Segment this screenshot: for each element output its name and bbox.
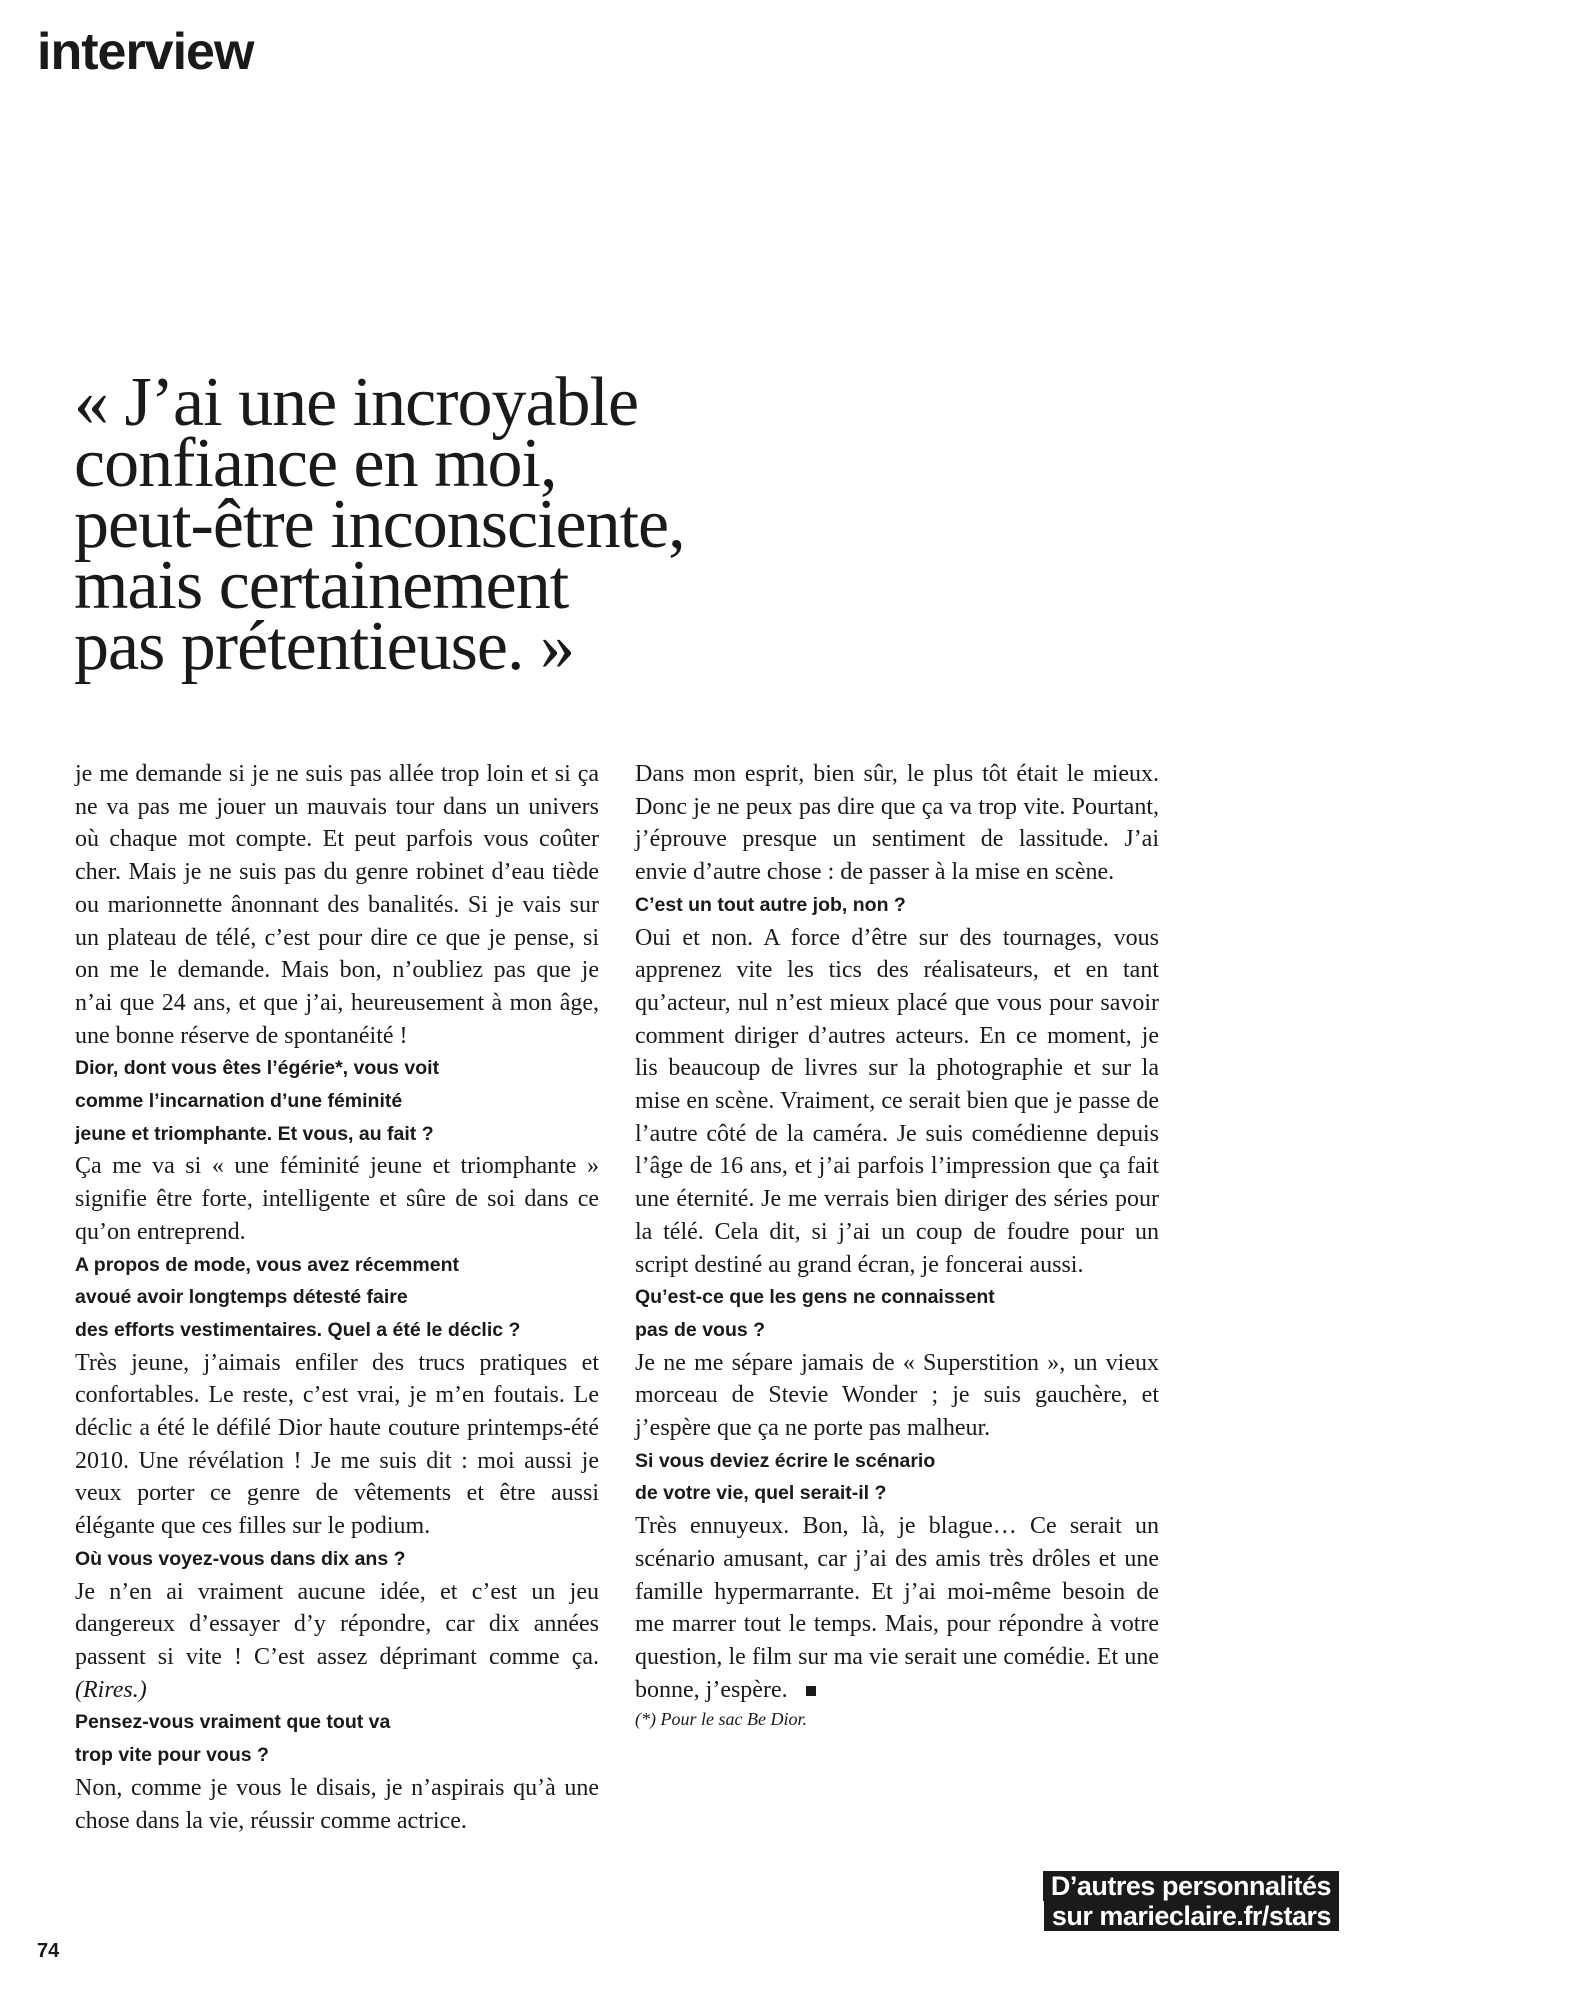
stage-aside: (Rires.) <box>75 1676 147 1703</box>
interview-question <box>635 1445 1159 1510</box>
question-line: pas de vous ? <box>635 1318 766 1341</box>
answer-paragraph <box>635 1510 1159 1706</box>
question-line: A propos de mode, vous avez récemment <box>75 1253 459 1276</box>
question-line: C’est un tout autre job, non ? <box>635 893 906 916</box>
pull-quote-line: confiance en moi, <box>74 425 557 502</box>
question-line: Pensez-vous vraiment que tout va <box>75 1711 391 1734</box>
answer-paragraph: Non, comme je vous le disais, je n’aspirais qu’à une chose dans la vie, réussir comme actrice. <box>75 1774 599 1834</box>
pull-quote-line: peut-être inconsciente, <box>74 486 685 563</box>
question-line: Si vous deviez écrire le scénario <box>635 1449 936 1472</box>
question-line: des efforts vestimentaires. Quel a été le déclic ? <box>75 1318 521 1341</box>
pull-quote-line: pas prétentieuse. » <box>74 608 574 685</box>
question-line: de votre vie, quel serait-il ? <box>635 1482 887 1505</box>
question-line: Où vous voyez-vous dans dix ans ? <box>75 1547 406 1570</box>
pull-quote-line: mais certainement <box>74 547 569 624</box>
interview-question <box>635 889 1159 922</box>
website-promo[interactable] <box>1043 1871 1339 1931</box>
answer-paragraph: Ça me va si « une féminité jeune et triomphante » signifie être forte, intelligente et sûre de soi dans ce qu’on entreprend. <box>75 1153 599 1245</box>
promo-line: D’autres personnalités <box>1043 1871 1339 1901</box>
question-line: comme l’incarnation d’une féminité <box>75 1090 403 1113</box>
answer-paragraph: Très jeune, j’aimais enfiler des trucs pratiques et confortables. Le reste, c’est vrai, je m’en foutais. Le déclic a été le défilé Dior haute couture printemps-été 2010. Une révélation ! Je me suis dit : moi aussi je veux porter ce genre de vêtements et être aussi élégante que ces filles sur le podium. <box>75 1349 599 1540</box>
answer-text: Je n’en ai vraiment aucune idée, et c’est un jeu dangereux d’essayer d’y répondre, car dix années passent si vite ! C’est assez déprimant comme ça. <box>75 1578 599 1670</box>
question-line: jeune et triomphante. Et vous, au fait ? <box>75 1122 434 1145</box>
answer-paragraph: Oui et non. A force d’être sur des tournages, vous apprenez vite les tics des réalisateurs, et en tant qu’acteur, nul n’est mieux placé que vous pour savoir comment diriger d’autres acteurs. En ce moment, je lis beaucoup de livres sur la photographie et sur la mise en scène. Vraiment, ce serait bien que je passe de l’autre côté de la caméra. Je suis comédienne depuis l’âge de 16 ans, et j’ai parfois l’impression que ça fait une éternité. Je me verrais bien diriger des séries pour la télé. Cela dit, si j’ai un coup de foudre pour un script destiné au grand écran, je foncerai aussi. <box>635 924 1159 1278</box>
answer-paragraph: Je ne me sépare jamais de « Superstition », un vieux morceau de Stevie Wonder ; je suis gauchère, et j’espère que ça ne porte pas malheur. <box>635 1349 1159 1442</box>
end-of-article-mark <box>806 1686 816 1696</box>
answer-paragraph: je me demande si je ne suis pas allée trop loin et si ça ne va pas me jouer un mauvais tour dans un univers où chaque mot compte. Et peut parfois vous coûter cher. Mais je ne suis pas du genre robinet d’eau tiède ou marionnette ânonnant des banalités. Si je vais sur un plateau de télé, c’est pour dire ce que je pense, si on me le demande. Mais bon, n’oubliez pas que je n’ai que 24 ans, et que j’ai, heureusement à mon âge, une bonne réserve de spontanéité ! <box>75 761 599 1049</box>
text-column-left <box>75 758 599 1837</box>
interview-question <box>75 1706 599 1771</box>
question-line: Qu’est-ce que les gens ne connaissent <box>635 1286 995 1309</box>
promo-line: sur marieclaire.fr/stars <box>1044 1901 1339 1931</box>
question-line: Dior, dont vous êtes l’égérie*, vous voit <box>75 1057 440 1080</box>
page-number: 74 <box>37 1940 60 1962</box>
section-rubric: interview <box>37 23 254 81</box>
answer-paragraph: Dans mon esprit, bien sûr, le plus tôt était le mieux. Donc je ne peux pas dire que ça va trop vite. Pourtant, j’éprouve presque un sentiment de lassitude. J’ai envie d’autre chose : de passer à la mise en scène. <box>635 761 1159 886</box>
interview-question <box>635 1281 1159 1346</box>
text-column-right <box>635 758 1159 1732</box>
interview-question <box>75 1052 599 1150</box>
footnote: (*) Pour le sac Be Dior. <box>635 1709 807 1730</box>
interview-question <box>75 1543 599 1576</box>
question-line: trop vite pour vous ? <box>75 1744 269 1767</box>
pull-quote <box>74 364 834 685</box>
interview-question <box>75 1249 599 1347</box>
answer-paragraph <box>75 1576 599 1707</box>
answer-text: Très ennuyeux. Bon, là, je blague… Ce serait un scénario amusant, car j’ai des amis très drôles et une famille hypermarrante. Et j’ai moi-même besoin de me marrer tout le temps. Mais, pour répondre à votre question, le film sur ma vie serait une comédie. Et une bonne, j’espère. <box>635 1513 1159 1703</box>
question-line: avoué avoir longtemps détesté faire <box>75 1286 408 1309</box>
pull-quote-line: « J’ai une incroyable <box>74 364 639 441</box>
